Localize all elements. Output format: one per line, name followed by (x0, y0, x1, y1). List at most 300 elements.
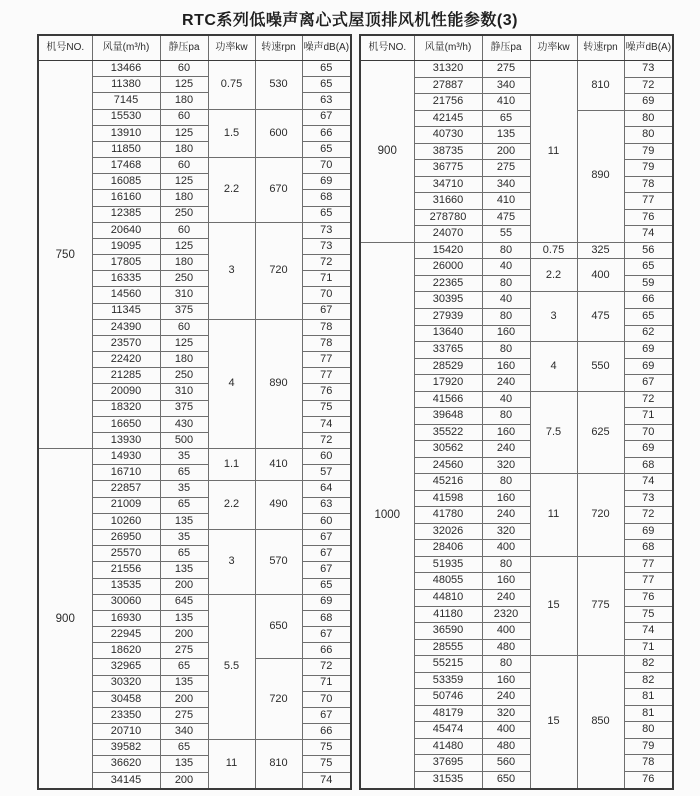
pressure-cell: 125 (160, 77, 208, 93)
noise-cell: 70 (302, 158, 351, 174)
pressure-cell: 65 (160, 497, 208, 513)
noise-cell: 69 (624, 94, 673, 111)
pressure-cell: 320 (482, 457, 530, 474)
airflow-cell: 37695 (414, 755, 482, 772)
airflow-cell: 25570 (92, 546, 160, 562)
noise-cell: 69 (624, 523, 673, 540)
noise-cell: 70 (302, 691, 351, 707)
noise-cell: 69 (302, 594, 351, 610)
pressure-cell: 240 (482, 375, 530, 392)
speed-cell: 410 (255, 449, 302, 481)
noise-cell: 66 (302, 724, 351, 740)
pressure-cell: 135 (160, 675, 208, 691)
noise-cell: 65 (302, 61, 351, 77)
power-cell: 0.75 (530, 242, 577, 259)
noise-cell: 73 (302, 238, 351, 254)
airflow-cell: 41180 (414, 606, 482, 623)
noise-cell: 69 (302, 174, 351, 190)
noise-cell: 79 (624, 160, 673, 177)
airflow-cell: 13930 (92, 432, 160, 448)
airflow-cell: 17468 (92, 158, 160, 174)
model-cell: 1000 (360, 242, 414, 789)
speed-cell: 475 (577, 292, 624, 342)
noise-cell: 80 (624, 722, 673, 739)
noise-cell: 65 (302, 77, 351, 93)
noise-cell: 75 (302, 756, 351, 772)
airflow-cell: 32026 (414, 523, 482, 540)
airflow-cell: 21285 (92, 368, 160, 384)
airflow-cell: 24070 (414, 226, 482, 243)
airflow-cell: 44810 (414, 590, 482, 607)
column-header: 噪声dB(A) (624, 35, 673, 61)
speed-cell: 625 (577, 391, 624, 474)
airflow-cell: 32965 (92, 659, 160, 675)
noise-cell: 69 (624, 441, 673, 458)
airflow-cell: 278780 (414, 209, 482, 226)
noise-cell: 78 (302, 319, 351, 335)
airflow-cell: 24390 (92, 319, 160, 335)
pressure-cell: 310 (160, 287, 208, 303)
noise-cell: 75 (624, 606, 673, 623)
noise-cell: 74 (302, 772, 351, 789)
power-cell: 11 (530, 474, 577, 557)
power-cell: 15 (530, 556, 577, 655)
column-header: 转速rpn (577, 35, 624, 61)
noise-cell: 65 (624, 259, 673, 276)
airflow-cell: 23350 (92, 707, 160, 723)
pressure-cell: 60 (160, 319, 208, 335)
model-cell: 900 (360, 61, 414, 243)
noise-cell: 60 (302, 513, 351, 529)
airflow-cell: 42145 (414, 110, 482, 127)
noise-cell: 66 (302, 125, 351, 141)
noise-cell: 77 (302, 352, 351, 368)
pressure-cell: 250 (160, 206, 208, 222)
noise-cell: 67 (302, 109, 351, 125)
noise-cell: 76 (624, 590, 673, 607)
airflow-cell: 30458 (92, 691, 160, 707)
pressure-cell: 180 (160, 255, 208, 271)
airflow-cell: 31660 (414, 193, 482, 210)
noise-cell: 65 (302, 578, 351, 594)
airflow-cell: 20710 (92, 724, 160, 740)
noise-cell: 72 (302, 432, 351, 448)
noise-cell: 68 (302, 610, 351, 626)
airflow-cell: 34710 (414, 176, 482, 193)
speed-cell: 600 (255, 109, 302, 158)
speed-cell: 325 (577, 242, 624, 259)
pressure-cell: 275 (160, 643, 208, 659)
pressure-cell: 65 (482, 110, 530, 127)
speed-cell: 650 (255, 594, 302, 659)
noise-cell: 69 (624, 342, 673, 359)
airflow-cell: 16650 (92, 416, 160, 432)
noise-cell: 65 (624, 308, 673, 325)
pressure-cell: 400 (482, 540, 530, 557)
airflow-cell: 10260 (92, 513, 160, 529)
noise-cell: 67 (302, 546, 351, 562)
pressure-cell: 60 (160, 158, 208, 174)
column-header: 静压pa (482, 35, 530, 61)
pressure-cell: 135 (160, 562, 208, 578)
airflow-cell: 50746 (414, 689, 482, 706)
noise-cell: 77 (624, 573, 673, 590)
column-header: 风量(m³/h) (92, 35, 160, 61)
table-row (360, 242, 673, 259)
pressure-cell: 200 (160, 627, 208, 643)
pressure-cell: 340 (482, 176, 530, 193)
speed-cell: 550 (577, 342, 624, 392)
pressure-cell: 40 (482, 259, 530, 276)
pressure-cell: 410 (482, 193, 530, 210)
noise-cell: 75 (302, 400, 351, 416)
pressure-cell: 125 (160, 174, 208, 190)
airflow-cell: 24560 (414, 457, 482, 474)
noise-cell: 62 (624, 325, 673, 342)
pressure-cell: 240 (482, 507, 530, 524)
airflow-cell: 22420 (92, 352, 160, 368)
power-cell: 11 (530, 61, 577, 243)
table-body (38, 61, 351, 790)
airflow-cell: 53359 (414, 672, 482, 689)
noise-cell: 63 (302, 93, 351, 109)
power-cell: 5.5 (208, 594, 255, 740)
airflow-cell: 30320 (92, 675, 160, 691)
noise-cell: 73 (624, 490, 673, 507)
noise-cell: 74 (302, 416, 351, 432)
airflow-cell: 14930 (92, 449, 160, 465)
pressure-cell: 250 (160, 368, 208, 384)
airflow-cell: 12385 (92, 206, 160, 222)
pressure-cell: 65 (160, 546, 208, 562)
noise-cell: 67 (302, 529, 351, 545)
pressure-cell: 560 (482, 755, 530, 772)
noise-cell: 66 (302, 643, 351, 659)
speed-cell: 400 (577, 259, 624, 292)
airflow-cell: 41780 (414, 507, 482, 524)
airflow-cell: 21756 (414, 94, 482, 111)
airflow-cell: 45216 (414, 474, 482, 491)
pressure-cell: 400 (482, 623, 530, 640)
airflow-cell: 30395 (414, 292, 482, 309)
airflow-cell: 31535 (414, 771, 482, 789)
airflow-cell: 16710 (92, 465, 160, 481)
pressure-cell: 80 (482, 656, 530, 673)
speed-cell: 850 (577, 656, 624, 789)
airflow-cell: 45474 (414, 722, 482, 739)
pressure-cell: 40 (482, 391, 530, 408)
pressure-cell: 480 (482, 639, 530, 656)
pressure-cell: 160 (482, 573, 530, 590)
noise-cell: 76 (624, 209, 673, 226)
pressure-cell: 200 (160, 691, 208, 707)
noise-cell: 69 (624, 358, 673, 375)
pressure-cell: 275 (160, 707, 208, 723)
pressure-cell: 35 (160, 529, 208, 545)
airflow-cell: 18620 (92, 643, 160, 659)
column-header: 功率kw (208, 35, 255, 61)
noise-cell: 72 (624, 77, 673, 94)
airflow-cell: 48055 (414, 573, 482, 590)
noise-cell: 57 (302, 465, 351, 481)
pressure-cell: 80 (482, 308, 530, 325)
pressure-cell: 475 (482, 209, 530, 226)
airflow-cell: 38735 (414, 143, 482, 160)
airflow-cell: 39582 (92, 740, 160, 756)
speed-cell: 670 (255, 158, 302, 223)
airflow-cell: 28529 (414, 358, 482, 375)
airflow-cell: 22365 (414, 275, 482, 292)
noise-cell: 72 (624, 391, 673, 408)
airflow-cell: 18320 (92, 400, 160, 416)
airflow-cell: 22945 (92, 627, 160, 643)
noise-cell: 79 (624, 143, 673, 160)
noise-cell: 71 (624, 639, 673, 656)
table-header (38, 35, 351, 61)
performance-table-right (359, 34, 674, 790)
power-cell: 1.1 (208, 449, 255, 481)
page-title: RTC系列低噪声离心式屋顶排风机性能参数(3) (182, 12, 518, 29)
pressure-cell: 135 (160, 610, 208, 626)
tables-container (0, 34, 700, 790)
pressure-cell: 400 (482, 722, 530, 739)
noise-cell: 82 (624, 656, 673, 673)
column-header: 转速rpn (255, 35, 302, 61)
noise-cell: 77 (624, 556, 673, 573)
noise-cell: 68 (624, 457, 673, 474)
airflow-cell: 13466 (92, 61, 160, 77)
airflow-cell: 55215 (414, 656, 482, 673)
pressure-cell: 275 (482, 160, 530, 177)
table-row (38, 449, 351, 465)
noise-cell: 59 (624, 275, 673, 292)
airflow-cell: 41598 (414, 490, 482, 507)
power-cell: 3 (208, 529, 255, 594)
pressure-cell: 55 (482, 226, 530, 243)
column-header: 机号NO. (38, 35, 92, 61)
power-cell: 4 (530, 342, 577, 392)
model-cell: 900 (38, 449, 92, 789)
pressure-cell: 160 (482, 424, 530, 441)
pressure-cell: 35 (160, 481, 208, 497)
noise-cell: 70 (624, 424, 673, 441)
airflow-cell: 20090 (92, 384, 160, 400)
noise-cell: 72 (624, 507, 673, 524)
pressure-cell: 240 (482, 689, 530, 706)
airflow-cell: 33765 (414, 342, 482, 359)
power-cell: 15 (530, 656, 577, 789)
pressure-cell: 200 (160, 772, 208, 789)
noise-cell: 74 (624, 623, 673, 640)
speed-cell: 890 (577, 110, 624, 242)
column-header: 风量(m³/h) (414, 35, 482, 61)
airflow-cell: 11380 (92, 77, 160, 93)
airflow-cell: 34145 (92, 772, 160, 789)
table-row (38, 61, 351, 77)
power-cell: 3 (208, 222, 255, 319)
pressure-cell: 250 (160, 271, 208, 287)
airflow-cell: 11345 (92, 303, 160, 319)
airflow-cell: 16085 (92, 174, 160, 190)
noise-cell: 60 (302, 449, 351, 465)
airflow-cell: 48179 (414, 705, 482, 722)
pressure-cell: 320 (482, 705, 530, 722)
noise-cell: 77 (624, 193, 673, 210)
airflow-cell: 17920 (414, 375, 482, 392)
pressure-cell: 80 (482, 342, 530, 359)
pressure-cell: 125 (160, 335, 208, 351)
pressure-cell: 375 (160, 400, 208, 416)
airflow-cell: 15530 (92, 109, 160, 125)
pressure-cell: 80 (482, 242, 530, 259)
noise-cell: 77 (302, 368, 351, 384)
pressure-cell: 180 (160, 141, 208, 157)
airflow-cell: 20640 (92, 222, 160, 238)
noise-cell: 64 (302, 481, 351, 497)
pressure-cell: 320 (482, 523, 530, 540)
power-cell: 11 (208, 740, 255, 789)
noise-cell: 78 (624, 755, 673, 772)
pressure-cell: 2320 (482, 606, 530, 623)
table-body (360, 61, 673, 790)
airflow-cell: 13640 (414, 325, 482, 342)
power-cell: 0.75 (208, 61, 255, 110)
power-cell: 4 (208, 319, 255, 448)
power-cell: 7.5 (530, 391, 577, 474)
column-header: 噪声dB(A) (302, 35, 351, 61)
pressure-cell: 135 (160, 513, 208, 529)
noise-cell: 72 (302, 659, 351, 675)
airflow-cell: 17805 (92, 255, 160, 271)
pressure-cell: 60 (160, 61, 208, 77)
airflow-cell: 35522 (414, 424, 482, 441)
pressure-cell: 160 (482, 490, 530, 507)
airflow-cell: 36590 (414, 623, 482, 640)
speed-cell: 720 (577, 474, 624, 557)
airflow-cell: 15420 (414, 242, 482, 259)
noise-cell: 74 (624, 474, 673, 491)
airflow-cell: 13535 (92, 578, 160, 594)
pressure-cell: 180 (160, 93, 208, 109)
noise-cell: 72 (302, 255, 351, 271)
pressure-cell: 60 (160, 109, 208, 125)
pressure-cell: 135 (482, 127, 530, 144)
pressure-cell: 645 (160, 594, 208, 610)
noise-cell: 76 (624, 771, 673, 789)
noise-cell: 75 (302, 740, 351, 756)
noise-cell: 65 (302, 206, 351, 222)
pressure-cell: 650 (482, 771, 530, 789)
airflow-cell: 51935 (414, 556, 482, 573)
noise-cell: 66 (624, 292, 673, 309)
pressure-cell: 200 (482, 143, 530, 160)
airflow-cell: 41480 (414, 738, 482, 755)
speed-cell: 570 (255, 529, 302, 594)
noise-cell: 74 (624, 226, 673, 243)
noise-cell: 71 (302, 675, 351, 691)
power-cell: 3 (530, 292, 577, 342)
airflow-cell: 14560 (92, 287, 160, 303)
pressure-cell: 40 (482, 292, 530, 309)
model-cell: 750 (38, 61, 92, 449)
noise-cell: 78 (302, 335, 351, 351)
pressure-cell: 160 (482, 325, 530, 342)
airflow-cell: 36620 (92, 756, 160, 772)
airflow-cell: 39648 (414, 408, 482, 425)
pressure-cell: 180 (160, 352, 208, 368)
column-header: 机号NO. (360, 35, 414, 61)
pressure-cell: 410 (482, 94, 530, 111)
pressure-cell: 65 (160, 740, 208, 756)
power-cell: 2.2 (208, 158, 255, 223)
performance-table-left (37, 34, 352, 790)
noise-cell: 80 (624, 127, 673, 144)
pressure-cell: 200 (160, 578, 208, 594)
pressure-cell: 125 (160, 125, 208, 141)
pressure-cell: 430 (160, 416, 208, 432)
noise-cell: 67 (302, 627, 351, 643)
airflow-cell: 13910 (92, 125, 160, 141)
pressure-cell: 340 (482, 77, 530, 94)
noise-cell: 63 (302, 497, 351, 513)
airflow-cell: 41566 (414, 391, 482, 408)
airflow-cell: 7145 (92, 93, 160, 109)
table-header (360, 35, 673, 61)
pressure-cell: 35 (160, 449, 208, 465)
noise-cell: 65 (302, 141, 351, 157)
pressure-cell: 480 (482, 738, 530, 755)
noise-cell: 67 (302, 303, 351, 319)
power-cell: 2.2 (208, 481, 255, 530)
pressure-cell: 135 (160, 756, 208, 772)
noise-cell: 73 (624, 61, 673, 78)
pressure-cell: 500 (160, 432, 208, 448)
pressure-cell: 240 (482, 590, 530, 607)
noise-cell: 68 (302, 190, 351, 206)
pressure-cell: 310 (160, 384, 208, 400)
pressure-cell: 125 (160, 238, 208, 254)
table-row (360, 61, 673, 78)
pressure-cell: 80 (482, 408, 530, 425)
pressure-cell: 60 (160, 222, 208, 238)
airflow-cell: 23570 (92, 335, 160, 351)
column-header: 功率kw (530, 35, 577, 61)
airflow-cell: 22857 (92, 481, 160, 497)
noise-cell: 81 (624, 705, 673, 722)
airflow-cell: 11850 (92, 141, 160, 157)
airflow-cell: 26950 (92, 529, 160, 545)
speed-cell: 530 (255, 61, 302, 110)
airflow-cell: 16160 (92, 190, 160, 206)
noise-cell: 82 (624, 672, 673, 689)
speed-cell: 890 (255, 319, 302, 448)
pressure-cell: 80 (482, 474, 530, 491)
pressure-cell: 80 (482, 556, 530, 573)
pressure-cell: 340 (160, 724, 208, 740)
noise-cell: 56 (624, 242, 673, 259)
airflow-cell: 27939 (414, 308, 482, 325)
noise-cell: 80 (624, 110, 673, 127)
airflow-cell: 16335 (92, 271, 160, 287)
pressure-cell: 375 (160, 303, 208, 319)
pressure-cell: 240 (482, 441, 530, 458)
airflow-cell: 21556 (92, 562, 160, 578)
noise-cell: 71 (624, 408, 673, 425)
power-cell: 2.2 (530, 259, 577, 292)
airflow-cell: 40730 (414, 127, 482, 144)
noise-cell: 76 (302, 384, 351, 400)
noise-cell: 79 (624, 738, 673, 755)
